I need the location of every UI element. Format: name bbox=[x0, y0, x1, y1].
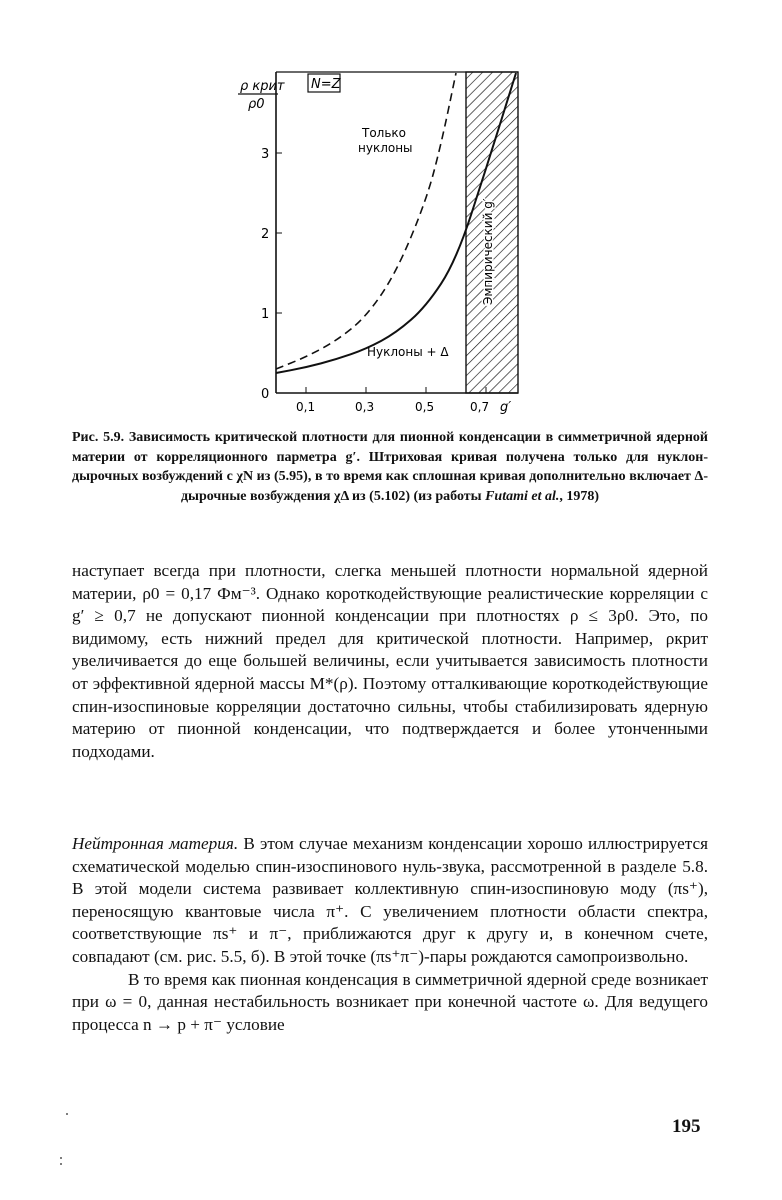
x-tick-07: 0,7 bbox=[470, 400, 490, 414]
y-axis-label-top: ρ крит bbox=[240, 79, 285, 94]
y-tick-2: 2 bbox=[261, 227, 270, 242]
paragraph-2-text: В этом случае механизм конденсации хорошо иллюстрируется схематической моделью спин-изоспинового нуль-звука, рассмотренной в разделе 5.8. В этой модели система развивает коллективную спин-изоспиновую моду (πs⁺), переносящую квантовые числа π⁺. С увеличением плотности области спектра, соответствующие πs⁺ и π⁻, приближаются друг к другу и, в конечном счете, совпадают (см. рис. 5.5, б). В этой точке (πs⁺π⁻)-пары рождаются самопроизвольно. bbox=[72, 834, 708, 966]
x-tick-05: 0,5 bbox=[415, 400, 435, 414]
x-axis-label: g′ bbox=[500, 400, 512, 415]
x-tick-03: 0,3 bbox=[355, 400, 375, 414]
y-tick-0: 0 bbox=[261, 387, 270, 402]
nz-label: N=Z bbox=[311, 77, 341, 92]
speck bbox=[60, 1163, 62, 1165]
caption-text-1: Зависимость критической плотности для пионной конденсации в симметричной ядерной материи от корреляционного парметра g′. Штриховая кривая получена только для нуклон-дырочных возбуждений с χN из (5.95), в то время как сплошная кривая дополнительно включает Δ-дырочные возбуждения χΔ из (5.102) (из работы bbox=[72, 430, 708, 504]
page-number: 195 bbox=[672, 1116, 701, 1137]
y-ticks bbox=[261, 147, 282, 402]
curve-nucleons-only bbox=[276, 73, 456, 369]
caption-text-2: , 1978) bbox=[559, 488, 600, 504]
figure bbox=[0, 0, 782, 425]
paragraphs-2-3 bbox=[72, 833, 708, 1036]
caption-label: Рис. 5.9. bbox=[72, 430, 125, 445]
hatch-label: Эмпирический g′ bbox=[481, 198, 495, 305]
solid-label: Нуклоны + Δ bbox=[367, 345, 449, 359]
figure-caption bbox=[72, 428, 708, 506]
paragraph-2-lead: Нейтронная материя. bbox=[72, 834, 239, 853]
caption-citation: Futami et al. bbox=[485, 488, 560, 504]
dashed-label-line2: нуклоны bbox=[358, 141, 413, 155]
speck bbox=[66, 1113, 68, 1115]
x-tick-01: 0,1 bbox=[296, 400, 316, 414]
speck bbox=[60, 1157, 62, 1159]
y-tick-1: 1 bbox=[261, 307, 270, 322]
y-axis-label-bottom: ρ0 bbox=[248, 97, 265, 112]
paragraph-3: В то время как пионная конденсация в симметричной ядерной среде возникает при ω = 0, данная нестабильность возникает при конечной частоте ω. Для ведущего процесса n → p + π⁻ условие bbox=[72, 969, 708, 1034]
paragraph-2 bbox=[72, 833, 708, 969]
paragraph-1: наступает всегда при плотности, слегка меньшей плотности нормальной ядерной материи, ρ0 = 0,17 Фм⁻³. Однако короткодействующие реалистические корреляции с g′ ≥ 0,7 не допускают пионной конденсации при плотностях ρ ≤ 3ρ0. Это, по видимому, есть нижний предел для критической плотности. Например, ρкрит увеличивается до еще большей величины, если учитывается зависимость плотности от эффективной ядерной массы M*(ρ). Поэтому отталкивающие короткодействующие спин-изоспиновые корреляции достаточно сильны, чтобы стабилизировать ядерную материю от пионной конденсации, что подтверждается и более утонченными подходами. bbox=[72, 561, 708, 761]
dashed-label-line1: Только bbox=[362, 126, 407, 140]
y-tick-3: 3 bbox=[261, 147, 270, 162]
